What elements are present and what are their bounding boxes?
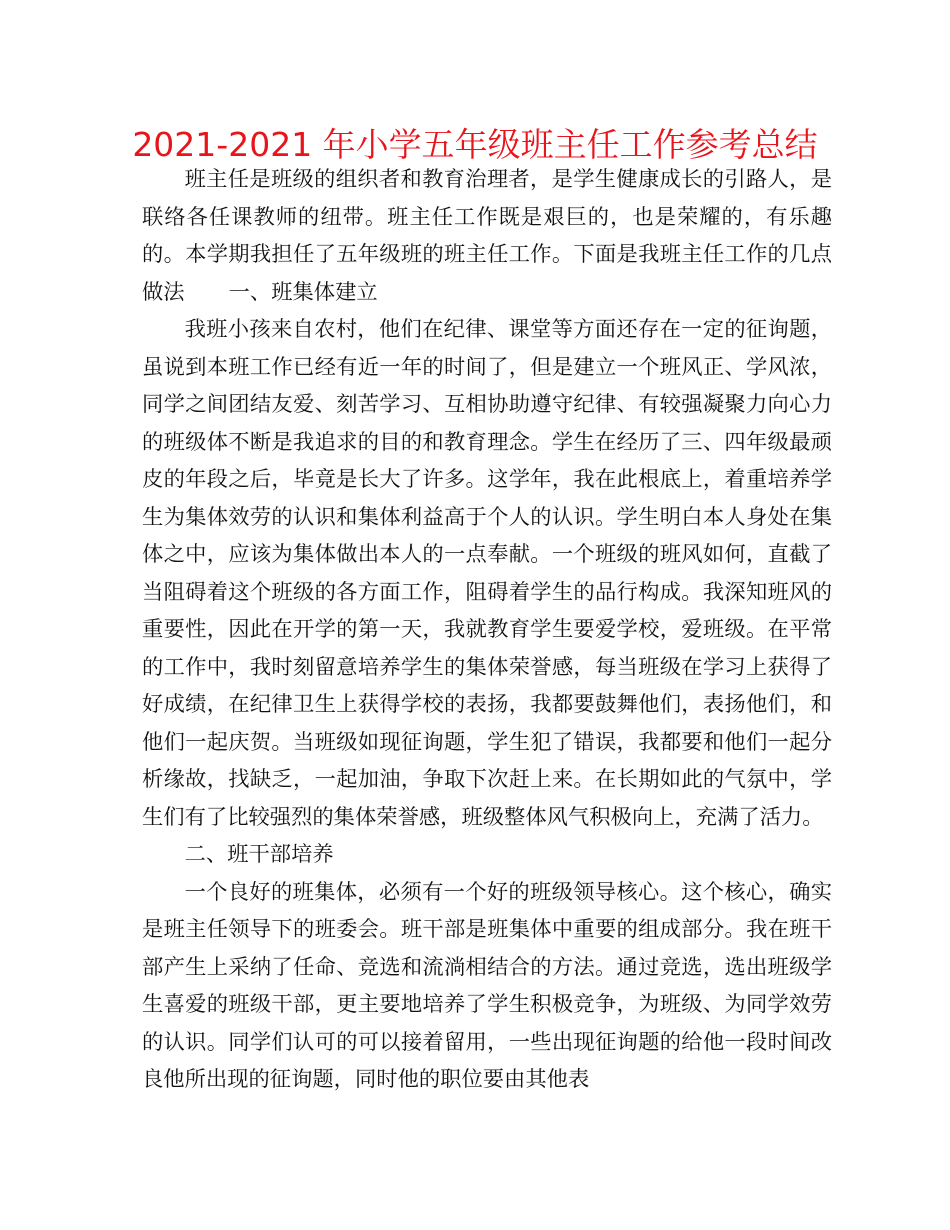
section2-paragraph: 一个良好的班集体，必须有一个好的班级领导核心。这个核心，确实是班主任领导下的班委会。班干部是班集体中重要的组成部分。我在班干部产生上采纳了任命、竞选和流淌相结合的方法。通过竞选，选出班级学生喜爱的班级干部，更主要地培养了学生积极竞争，为班级、为同学效劳的认识。同学们认可的可以接着留用，一些出现征询题的给他一段时间改良他所出现的征询题，同时他的职位要由其他表 xyxy=(142,879,832,1092)
section1-paragraph: 我班小孩来自农村，他们在纪律、课堂等方面还存在一定的征询题，虽说到本班工作已经有近一年的时间了，但是建立一个班风正、学风浓，同学之间团结友爱、刻苦学习、互相协助遵守纪律、有较强凝聚力向心力的班级体不断是我追求的目的和教育理念。学生在经历了三、四年级最顽皮的年段之后，毕竟是长大了许多。这学年，我在此根底上，着重培养学生为集体效劳的认识和集体利益高于个人的认识。学生明白本人身处在集体之中，应该为集体做出本人的一点奉献。一个班级的班风如何，直截了当阻碍着这个班级的各方面工作，阻碍着学生的品行构成。我深知班风的重要性，因此在开学的第一天，我就教育学生要爱学校，爱班级。在平常的工作中，我时刻留意培养学生的集体荣誉感，每当班级在学习上获得了好成绩，在纪律卫生上获得学校的表扬，我都要鼓舞他们，表扬他们，和他们一起庆贺。当班级如现征询题，学生犯了错误，我都要和他们一起分析缘故，找缺乏，一起加油，争取下次赶上来。在长期如此的气氛中，学生们有了比较强烈的集体荣誉感，班级整体风气积极向上，充满了活力。 xyxy=(142,317,832,830)
section2-heading: 二、班干部培养 xyxy=(184,842,334,867)
section1-heading: 一、班集体建立 xyxy=(228,279,378,305)
intro-paragraph xyxy=(142,161,832,311)
document-title: 2021-2021 年小学五年级班主任工作参考总结 xyxy=(132,125,818,164)
intro-text: 班主任是班级的组织者和教育治理者，是学生健康成长的引路人，是联络各任课教师的纽带。班主任工作既是艰巨的，也是荣耀的，有乐趣的。本学期我担任了五年级班的班主任工作。下面是我班主任工作的几点做法 xyxy=(142,167,832,305)
document-body xyxy=(142,161,832,1099)
